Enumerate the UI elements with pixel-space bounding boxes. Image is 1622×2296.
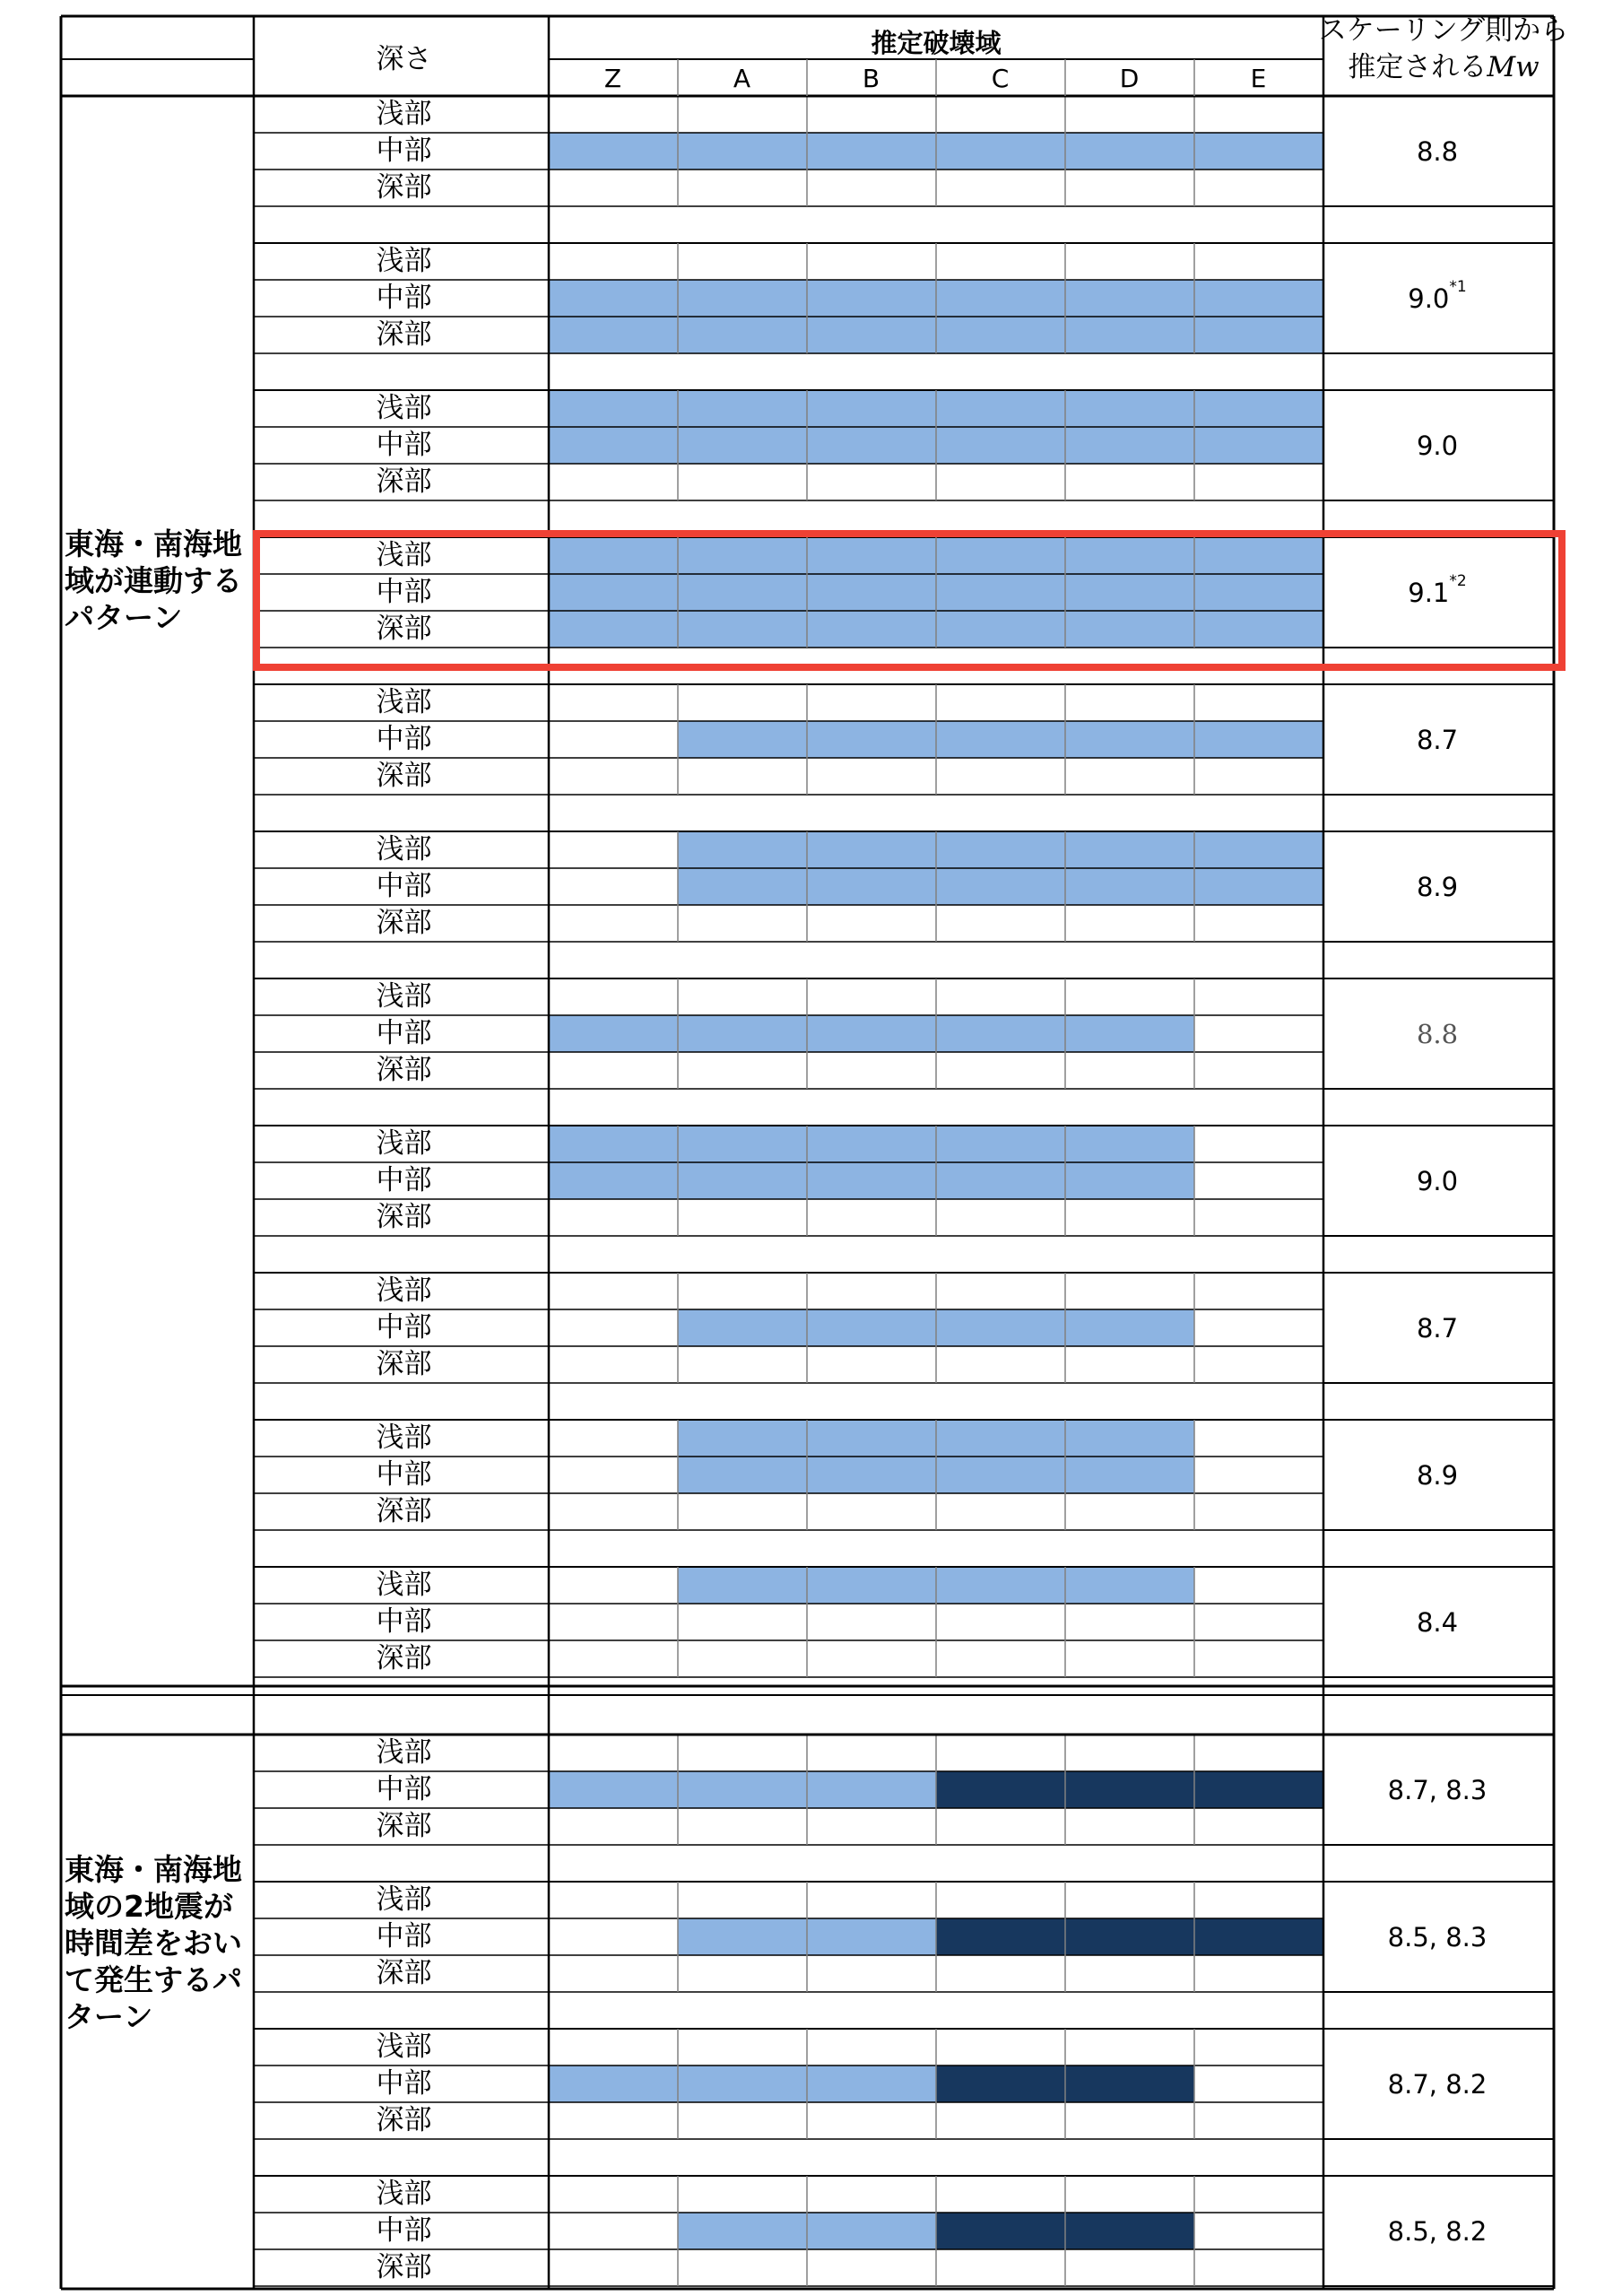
depth-label-shallow: 浅部: [376, 1127, 432, 1160]
fill-cell-light: [936, 868, 1065, 905]
fill-cell-dark: [1065, 2213, 1194, 2249]
fill-cell-light: [549, 280, 678, 317]
depth-label-shallow: 浅部: [376, 245, 432, 277]
fill-cell-light: [678, 1015, 807, 1052]
fill-cell-light: [936, 1126, 1065, 1162]
fill-cell-light: [549, 133, 678, 170]
fill-cell-light: [807, 1567, 936, 1604]
fill-cell-light: [678, 2213, 807, 2249]
depth-label-middle: 中部: [376, 1017, 432, 1049]
mw-number: 8.9: [1416, 872, 1459, 902]
depth-label-middle: 中部: [376, 1605, 432, 1638]
fill-cell-light: [936, 427, 1065, 464]
fill-cell-light: [549, 1126, 678, 1162]
fill-cell-light: [936, 1162, 1065, 1199]
fill-cell-light: [549, 427, 678, 464]
depth-label-shallow: 浅部: [376, 2178, 432, 2210]
depth-label-deep: 深部: [376, 1054, 432, 1086]
fill-cell-light: [936, 721, 1065, 758]
mw-value: [1322, 1019, 1553, 1049]
fill-cell-light: [1065, 1420, 1194, 1457]
fill-cell-light: [678, 317, 807, 353]
fill-cell-light: [807, 390, 936, 427]
depth-label-shallow: 浅部: [376, 1883, 432, 1916]
fill-cell-dark: [1065, 2066, 1194, 2102]
depth-label-middle: 中部: [376, 1164, 432, 1196]
depth-label-deep: 深部: [376, 171, 432, 204]
depth-label-middle: 中部: [376, 2067, 432, 2100]
fill-cell-light: [678, 133, 807, 170]
fill-cell-light: [936, 1567, 1065, 1604]
fill-cell-light: [936, 1457, 1065, 1493]
fill-cell-light: [1194, 280, 1323, 317]
mw-footnote-mark: *2: [1449, 572, 1467, 590]
mw-number: 8.4: [1416, 1607, 1459, 1638]
fill-cell-light: [936, 133, 1065, 170]
fill-cell-light: [936, 280, 1065, 317]
fill-cell-light: [807, 1015, 936, 1052]
fill-cell-dark: [936, 2066, 1065, 2102]
fill-cell-light: [678, 280, 807, 317]
column-header-z: Z: [603, 64, 622, 93]
group-label-line: 域の2地震が: [65, 1889, 233, 1924]
fill-cell-light: [807, 1420, 936, 1457]
mw-number: 8.8: [1416, 1019, 1459, 1049]
fill-cell-light: [678, 427, 807, 464]
fill-cell-light: [549, 390, 678, 427]
mw-value: [1322, 1313, 1553, 1344]
fill-cell-light: [1065, 317, 1194, 353]
fill-cell-light: [807, 1309, 936, 1346]
group-label-line: 時間差をおい: [65, 1926, 242, 1961]
fill-cell-light: [1194, 390, 1323, 427]
fill-cell-light: [1065, 427, 1194, 464]
depth-label-shallow: 浅部: [376, 833, 432, 865]
fill-cell-light: [1194, 721, 1323, 758]
mw-value: [1322, 2216, 1553, 2247]
depth-label-middle: 中部: [376, 2214, 432, 2247]
fill-cell-light: [936, 390, 1065, 427]
mw-value: [1322, 1460, 1553, 1491]
depth-label-deep: 深部: [376, 1810, 432, 1842]
fill-cell-light: [807, 317, 936, 353]
mw-number: 8.7: [1416, 1313, 1459, 1344]
mw-number: 8.5, 8.3: [1387, 1922, 1488, 1952]
mw-number: 8.8: [1416, 136, 1459, 167]
mw-number: 9.0: [1416, 430, 1459, 461]
group-label-line: 域が連動する: [65, 563, 242, 598]
depth-label-shallow: 浅部: [376, 1736, 432, 1769]
fill-cell-light: [678, 721, 807, 758]
mw-header-prefix: 推定される: [1348, 51, 1488, 83]
mw-number: 9.0: [1416, 1166, 1459, 1196]
depth-label-middle: 中部: [376, 870, 432, 902]
column-header-e: E: [1250, 64, 1267, 93]
fill-cell-light: [807, 133, 936, 170]
depth-label-deep: 深部: [376, 907, 432, 939]
depth-label-shallow: 浅部: [376, 1569, 432, 1601]
depth-label-deep: 深部: [376, 613, 432, 645]
mw-number: 8.7: [1416, 725, 1459, 755]
fill-cell-light: [936, 1309, 1065, 1346]
depth-label-shallow: 浅部: [376, 98, 432, 130]
mw-header-italic: Mw: [1487, 51, 1540, 83]
mw-number: 8.7, 8.2: [1387, 2069, 1488, 2100]
depth-label-shallow: 浅部: [376, 2031, 432, 2063]
mw-value: [1322, 278, 1553, 314]
fill-cell-light: [1194, 868, 1323, 905]
fill-cell-dark: [1065, 1771, 1194, 1808]
depth-label-middle: 中部: [376, 135, 432, 167]
fill-cell-light: [1065, 831, 1194, 868]
mw-number: 9.1: [1408, 578, 1450, 608]
depth-label-shallow: 浅部: [376, 1422, 432, 1454]
fill-cell-dark: [936, 1771, 1065, 1808]
fill-cell-light: [1065, 1457, 1194, 1493]
mw-number: 9.0: [1408, 283, 1450, 314]
mw-value: [1322, 1607, 1553, 1638]
fill-cell-light: [807, 1162, 936, 1199]
group-label-1: [65, 526, 242, 636]
depth-label-shallow: 浅部: [376, 539, 432, 571]
depth-label-middle: 中部: [376, 1920, 432, 1952]
mw-header: [1318, 13, 1569, 86]
fill-cell-light: [549, 2066, 678, 2102]
mw-value: [1322, 2069, 1553, 2100]
column-header-d: D: [1119, 64, 1140, 93]
depth-header: 深さ: [376, 43, 432, 75]
fill-cell-light: [1065, 1015, 1194, 1052]
fill-cell-dark: [1194, 1771, 1323, 1808]
fill-cell-light: [807, 1771, 936, 1808]
group-label-line: 東海・南海地: [65, 526, 242, 561]
depth-label-middle: 中部: [376, 723, 432, 755]
fill-cell-light: [1065, 868, 1194, 905]
depth-label-deep: 深部: [376, 318, 432, 351]
fill-cell-light: [1065, 1126, 1194, 1162]
mw-value: [1322, 1775, 1553, 1805]
fill-cell-light: [1065, 280, 1194, 317]
depth-label-middle: 中部: [376, 576, 432, 608]
fill-cell-light: [807, 1457, 936, 1493]
mw-value: [1322, 725, 1553, 755]
fill-cell-light: [678, 390, 807, 427]
depth-label-middle: 中部: [376, 1458, 432, 1491]
depth-label-shallow: 浅部: [376, 980, 432, 1013]
depth-label-deep: 深部: [376, 2104, 432, 2136]
depth-label-deep: 深部: [376, 1201, 432, 1233]
mw-value: [1322, 1166, 1553, 1196]
depth-label-deep: 深部: [376, 2251, 432, 2283]
fill-cell-light: [1065, 721, 1194, 758]
fill-cell-light: [807, 1126, 936, 1162]
fill-cell-light: [678, 868, 807, 905]
fill-cell-light: [936, 1420, 1065, 1457]
fill-cell-light: [678, 1162, 807, 1199]
mw-number: 8.5, 8.2: [1387, 2216, 1488, 2247]
depth-label-deep: 深部: [376, 1957, 432, 1989]
depth-label-deep: 深部: [376, 1642, 432, 1674]
mw-number: 8.7, 8.3: [1387, 1775, 1488, 1805]
column-header-a: A: [733, 64, 751, 93]
fill-cell-light: [936, 831, 1065, 868]
fill-cell-light: [936, 317, 1065, 353]
fill-cell-light: [678, 1771, 807, 1808]
fill-cell-dark: [936, 1918, 1065, 1955]
fill-cell-light: [678, 2066, 807, 2102]
depth-label-middle: 中部: [376, 1773, 432, 1805]
fill-cell-light: [678, 1126, 807, 1162]
fill-cell-light: [1065, 1567, 1194, 1604]
fill-cell-dark: [1194, 1918, 1323, 1955]
depth-label-middle: 中部: [376, 429, 432, 461]
fill-cell-light: [1065, 1309, 1194, 1346]
fill-cell-light: [678, 1309, 807, 1346]
fill-cell-light: [549, 317, 678, 353]
depth-label-deep: 深部: [376, 760, 432, 792]
fill-cell-light: [807, 831, 936, 868]
fill-cell-light: [807, 721, 936, 758]
depth-label-shallow: 浅部: [376, 1274, 432, 1307]
mw-value: [1322, 1922, 1553, 1952]
fill-cell-light: [1065, 1162, 1194, 1199]
mw-value: [1322, 136, 1553, 167]
fill-cell-light: [678, 1420, 807, 1457]
fill-cell-light: [807, 1918, 936, 1955]
group-label-2: [65, 1851, 242, 2035]
fill-cell-light: [807, 280, 936, 317]
fill-cell-light: [1065, 133, 1194, 170]
fill-cell-light: [807, 427, 936, 464]
fill-cell-light: [549, 1015, 678, 1052]
fill-cell-light: [807, 2066, 936, 2102]
depth-label-deep: 深部: [376, 1495, 432, 1527]
fill-cell-light: [807, 2213, 936, 2249]
mw-footnote-mark: *1: [1449, 278, 1467, 296]
fill-cell-light: [1194, 831, 1323, 868]
mw-value: [1322, 430, 1553, 461]
depth-label-middle: 中部: [376, 1311, 432, 1344]
fill-cell-dark: [1065, 1918, 1194, 1955]
highlight-box: [253, 530, 1566, 671]
fill-cell-dark: [936, 2213, 1065, 2249]
group-label-line: て発生するパ: [65, 1962, 242, 1997]
depth-label-shallow: 浅部: [376, 392, 432, 424]
fill-cell-light: [1194, 317, 1323, 353]
fill-cell-light: [1194, 427, 1323, 464]
mw-header-line2: [1318, 49, 1569, 86]
mw-value: [1322, 872, 1553, 902]
depth-label-middle: 中部: [376, 282, 432, 314]
depth-label-shallow: 浅部: [376, 686, 432, 718]
group-label-line: ターン: [65, 1999, 153, 2034]
fill-cell-light: [678, 1457, 807, 1493]
mw-header-line1: スケーリング則から: [1318, 14, 1569, 47]
depth-label-deep: 深部: [376, 1348, 432, 1380]
fill-cell-light: [549, 1771, 678, 1808]
fill-cell-light: [807, 868, 936, 905]
depth-label-deep: 深部: [376, 465, 432, 498]
fill-cell-light: [549, 1162, 678, 1199]
fill-cell-light: [678, 1567, 807, 1604]
group-label-line: 東海・南海地: [65, 1852, 242, 1887]
column-header-c: C: [991, 64, 1010, 93]
fill-cell-light: [936, 1015, 1065, 1052]
fill-cell-light: [678, 1918, 807, 1955]
mw-number: 8.9: [1416, 1460, 1459, 1491]
column-header-b: B: [862, 64, 880, 93]
fill-cell-light: [678, 831, 807, 868]
region-header: 推定破壊域: [871, 28, 1002, 58]
fill-cell-light: [1065, 390, 1194, 427]
fill-cell-light: [1194, 133, 1323, 170]
group-label-line: パターン: [65, 600, 183, 635]
